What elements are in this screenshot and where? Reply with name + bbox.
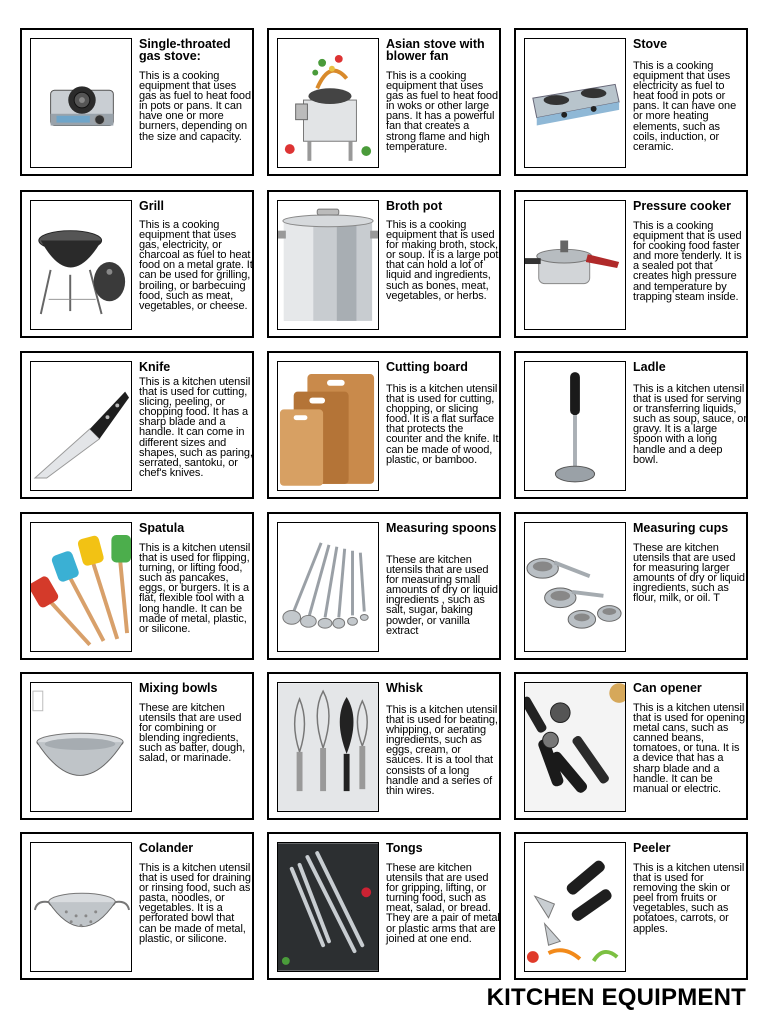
card-title: Ladle <box>633 360 666 374</box>
card-description: These are kitchen utensils that are used for combining or blending ingredients, such as batter, dough, salad, or marinade. <box>139 702 246 765</box>
pressure-cooker-icon <box>524 200 626 330</box>
card-colander <box>20 832 254 980</box>
card-electric-stove <box>514 28 748 176</box>
card-asian-stove <box>267 28 501 176</box>
card-title: Measuring cups <box>633 521 729 535</box>
cutting-board-icon <box>277 361 379 491</box>
card-title: Colander <box>139 841 194 855</box>
card-title: Stove <box>633 37 668 51</box>
card-title: Can opener <box>633 681 702 695</box>
card-description: This is a kitchen utensil that is used for flipping, turning, or lifting food, such as pancakes, eggs, or burgers. It is a flat, flexible tool with a long handle. It can be made of metal, plastic, or silicone. <box>139 542 251 635</box>
card-title: Measuring spoons <box>386 521 497 535</box>
colander-icon <box>30 842 132 972</box>
card-knife <box>20 351 254 499</box>
peeler-icon <box>524 842 626 972</box>
spatula-icon <box>30 522 132 652</box>
card-title: Mixing bowls <box>139 681 218 695</box>
card-description: These are kitchen utensils that are used for measuring small amounts of dry or liquid ingredients , such as salt, sugar, baking powder, or vanilla extract <box>386 554 498 637</box>
card-description: This is a kitchen utensil that is used for beating, whipping, or aerating ingredients, such as eggs, cream, or sauces. It is a tool that consists of a long handle and a series of thin wires. <box>386 704 498 797</box>
card-peeler <box>514 832 748 980</box>
mixing-bowl-icon <box>30 682 132 812</box>
card-description: This is a kitchen utensil that is used for cutting, slicing, peeling, or chopping food. It has a sharp blade and a handle. It can come in different sizes and shapes, such as paring, serrated, santoku, or chef's knives. <box>139 376 253 479</box>
card-whisk <box>267 672 501 820</box>
card-pressure-cooker <box>514 190 748 338</box>
card-description: This is a kitchen utensil that is used for removing the skin or peel from fruits or vegetables, such as potatoes, carrots, or apples. <box>633 862 745 935</box>
card-measuring-cups <box>514 512 748 660</box>
asian-stove-icon <box>277 38 379 168</box>
card-title: Broth pot <box>386 199 443 213</box>
page-title: KITCHEN EQUIPMENT <box>486 984 746 1011</box>
card-title: Asian stove with blower fan <box>386 37 485 63</box>
card-grill <box>20 190 254 338</box>
card-cutting-board <box>267 351 501 499</box>
card-title: Knife <box>139 360 171 374</box>
card-spatula <box>20 512 254 660</box>
card-description: This is a cooking equipment that uses gas, electricity, or charcoal as fuel to heat food on a metal grate. It can be used for grilling, broiling, or barbecuing food, such as meat, vegetables, or cheese. <box>139 219 253 312</box>
card-tongs <box>267 832 501 980</box>
card-title: Tongs <box>386 841 423 855</box>
card-description: This is a kitchen utensil that is used for draining or rinsing food, such as pasta, noodles, or vegetables. It is a perforated bowl that can be made of metal, plastic, or silicone. <box>139 862 251 945</box>
card-title: Peeler <box>633 841 671 855</box>
card-gas-stove <box>20 28 254 176</box>
card-description: This is a cooking equipment that uses gas as fuel to heat food in pots or pans. It can have one or more burners, depending on the size and capacity. <box>139 70 251 143</box>
grill-icon <box>30 200 132 330</box>
broth-pot-icon <box>277 200 379 330</box>
card-title: Grill <box>139 199 165 213</box>
card-title: Cutting board <box>386 360 468 374</box>
card-title: Single-throated gas stove: <box>139 37 231 63</box>
card-measuring-spoons <box>267 512 501 660</box>
equipment-grid <box>20 28 748 984</box>
card-description: This is a cooking equipment that is used for making broth, stock, or soup. It is a large pot that can hold a lot of liquid and ingredients, such as bones, meat, vegetables, or herbs. <box>386 219 499 302</box>
card-description: These are kitchen utensils that are used for measuring larger amounts of dry or liquid ingredients, such as flour, milk, or oil. T <box>633 542 745 605</box>
card-description: These are kitchen utensils that are used for gripping, lifting, or turning food, such as meat, salad, or bread. They are a pair of metal or plastic arms that are joined at one end. <box>386 862 500 945</box>
knife-icon <box>30 361 132 491</box>
tongs-icon <box>277 842 379 972</box>
electric-stove-icon <box>524 38 626 168</box>
gas-stove-icon <box>30 38 132 168</box>
card-description: This is a cooking equipment that uses electricity as fuel to heat food in pots or pans. It can have one or more heating elements, such as coils, induction, or ceramic. <box>633 60 737 153</box>
card-title: Whisk <box>386 681 423 695</box>
ladle-icon <box>524 361 626 491</box>
card-broth-pot <box>267 190 501 338</box>
card-description: This is a kitchen utensil that is used for cutting, chopping, or slicing food. It is a flat surface that protects the counter and the knife. It can be made of wood, plastic, or bamboo. <box>386 383 499 466</box>
card-mixing-bowls <box>20 672 254 820</box>
card-can-opener <box>514 672 748 820</box>
card-title: Spatula <box>139 521 185 535</box>
card-title: Pressure cooker <box>633 199 731 213</box>
measuring-spoons-icon <box>277 522 379 652</box>
card-description: This is a kitchen utensil that is used for opening metal cans, such as canned beans, tomatoes, or tuna. It is a device that has a sharp blade and a handle. It can be manual or electric. <box>633 702 745 795</box>
whisk-icon <box>277 682 379 812</box>
measuring-cups-icon <box>524 522 626 652</box>
card-description: This is a kitchen utensil that is used for serving or transferring liquids, such as soup, sauce, or gravy. It is a large spoon with a long handle and a deep bowl. <box>633 383 747 466</box>
card-description: This is a cooking equipment that uses gas as fuel to heat food in woks or other large pans. It has a powerful fan that creates a strong flame and high temperature. <box>386 70 498 153</box>
card-description: This is a cooking equipment that is used for cooking food faster and more tenderly. It is a sealed pot that creates high pressure and temperature by trapping steam inside. <box>633 220 742 303</box>
can-opener-icon <box>524 682 626 812</box>
card-ladle <box>514 351 748 499</box>
